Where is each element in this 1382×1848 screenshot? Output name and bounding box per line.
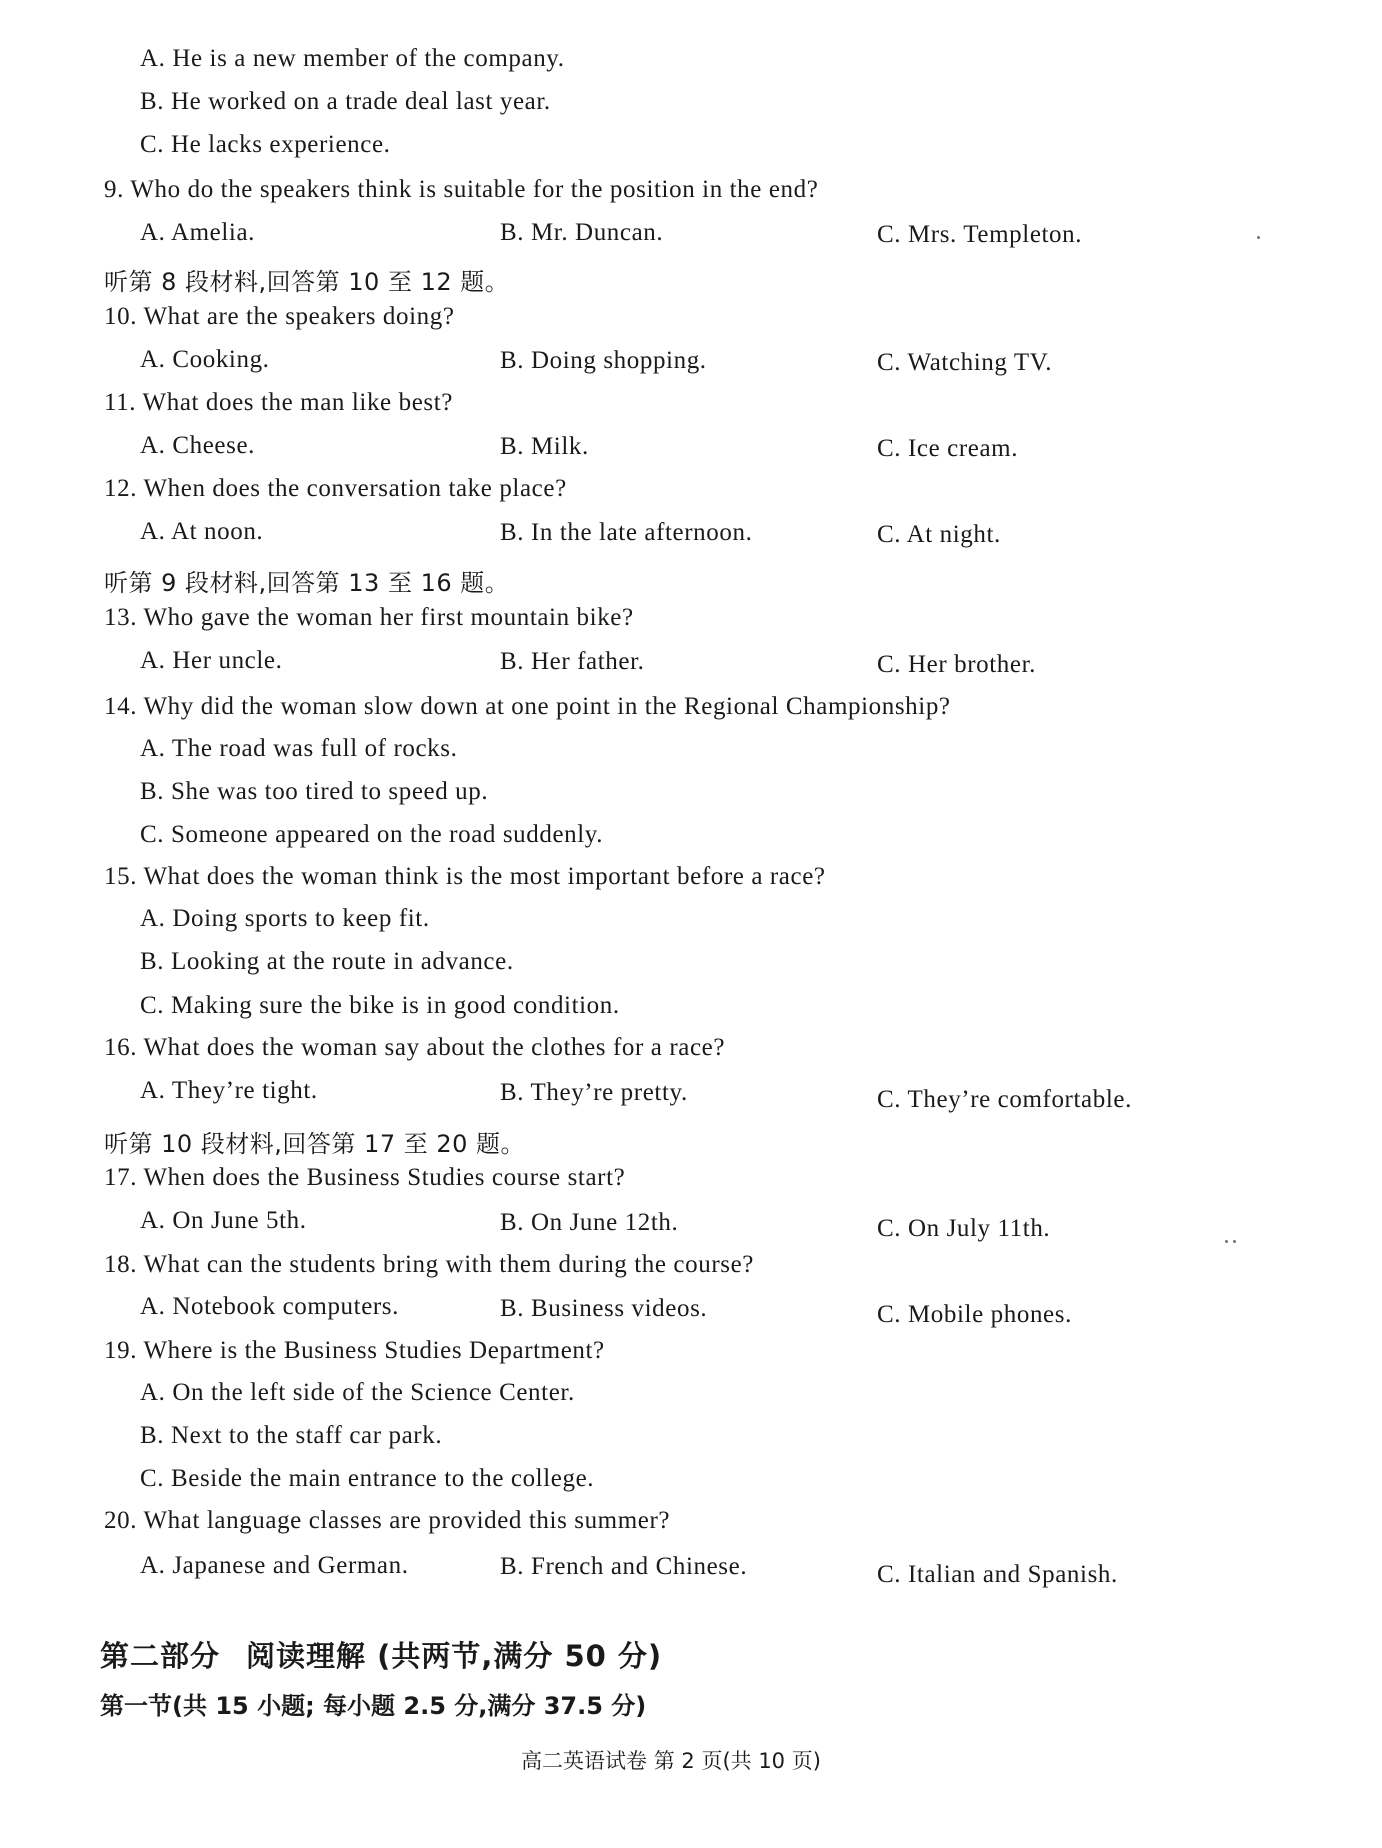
q13-option-b: B. Her father. xyxy=(500,648,645,675)
q10-stem: 10. What are the speakers doing? xyxy=(104,303,455,330)
q8-option-b: B. He worked on a trade deal last year. xyxy=(140,88,551,115)
q14-option-a: A. The road was full of rocks. xyxy=(140,735,458,762)
q19-option-c: C. Beside the main entrance to the college. xyxy=(140,1465,595,1492)
q13-option-c: C. Her brother. xyxy=(877,651,1036,678)
q11-option-a: A. Cheese. xyxy=(140,432,255,459)
q15-option-c: C. Making sure the bike is in good condition. xyxy=(140,992,620,1019)
q12-option-a: A. At noon. xyxy=(140,518,264,545)
q16-option-a: A. They’re tight. xyxy=(140,1077,318,1104)
q15-option-b: B. Looking at the route in advance. xyxy=(140,948,514,975)
page-footer: 高二英语试卷 第 2 页(共 10 页) xyxy=(521,1749,821,1773)
part-two-label: 第二部分 xyxy=(100,1639,221,1673)
q20-stem: 20. What language classes are provided this summer? xyxy=(104,1507,671,1534)
scan-speck xyxy=(1225,1240,1228,1243)
q17-option-b: B. On June 12th. xyxy=(500,1209,679,1236)
q18-option-b: B. Business videos. xyxy=(500,1295,708,1322)
q9-stem: 9. Who do the speakers think is suitable for the position in the end? xyxy=(104,176,819,203)
part-two-title xyxy=(100,1634,662,1675)
q9-option-a: A. Amelia. xyxy=(140,219,256,246)
q13-option-a: A. Her uncle. xyxy=(140,647,283,674)
q18-option-c: C. Mobile phones. xyxy=(877,1301,1072,1328)
q9-option-c: C. Mrs. Templeton. xyxy=(877,221,1083,248)
q17-option-a: A. On June 5th. xyxy=(140,1207,307,1234)
q14-option-b: B. She was too tired to speed up. xyxy=(140,778,489,805)
q8-option-a: A. He is a new member of the company. xyxy=(140,45,565,72)
q20-option-a: A. Japanese and German. xyxy=(140,1552,409,1579)
q19-option-a: A. On the left side of the Science Center. xyxy=(140,1379,575,1406)
scan-speck xyxy=(1233,1240,1236,1243)
q16-option-b: B. They’re pretty. xyxy=(500,1079,688,1106)
section-one-title: 第一节(共 15 小题; 每小题 2.5 分,满分 37.5 分) xyxy=(100,1692,647,1720)
q20-option-b: B. French and Chinese. xyxy=(500,1553,748,1580)
q15-stem: 15. What does the woman think is the most important before a race? xyxy=(104,863,826,890)
q11-stem: 11. What does the man like best? xyxy=(104,389,453,416)
q18-stem: 18. What can the students bring with them during the course? xyxy=(104,1251,754,1278)
q19-option-b: B. Next to the staff car park. xyxy=(140,1422,443,1449)
q9-option-b: B. Mr. Duncan. xyxy=(500,219,664,246)
q15-option-a: A. Doing sports to keep fit. xyxy=(140,905,430,932)
q19-stem: 19. Where is the Business Studies Department? xyxy=(104,1337,605,1364)
q18-option-a: A. Notebook computers. xyxy=(140,1293,399,1320)
q11-option-b: B. Milk. xyxy=(500,433,589,460)
q16-stem: 16. What does the woman say about the clothes for a race? xyxy=(104,1034,726,1061)
q10-option-a: A. Cooking. xyxy=(140,346,270,373)
q20-option-c: C. Italian and Spanish. xyxy=(877,1561,1118,1588)
q13-stem: 13. Who gave the woman her first mountain bike? xyxy=(104,604,634,631)
q10-option-b: B. Doing shopping. xyxy=(500,347,707,374)
q14-option-c: C. Someone appeared on the road suddenly. xyxy=(140,821,604,848)
q12-option-b: B. In the late afternoon. xyxy=(500,519,753,546)
q8-option-c: C. He lacks experience. xyxy=(140,131,391,158)
q14-stem: 14. Why did the woman slow down at one point in the Regional Championship? xyxy=(104,693,951,720)
q10-option-c: C. Watching TV. xyxy=(877,349,1053,376)
section-note-9: 听第 9 段材料,回答第 13 至 16 题。 xyxy=(104,569,510,597)
q16-option-c: C. They’re comfortable. xyxy=(877,1086,1132,1113)
q17-stem: 17. When does the Business Studies course start? xyxy=(104,1164,626,1191)
q17-option-c: C. On July 11th. xyxy=(877,1215,1051,1242)
scan-speck xyxy=(1257,236,1260,239)
q12-option-c: C. At night. xyxy=(877,521,1001,548)
section-note-10: 听第 10 段材料,回答第 17 至 20 题。 xyxy=(104,1130,526,1158)
section-note-8: 听第 8 段材料,回答第 10 至 12 题。 xyxy=(104,268,510,296)
q12-stem: 12. When does the conversation take place? xyxy=(104,475,567,502)
part-two-subject: 阅读理解 (共两节,满分 50 分) xyxy=(246,1639,663,1673)
q11-option-c: C. Ice cream. xyxy=(877,435,1019,462)
